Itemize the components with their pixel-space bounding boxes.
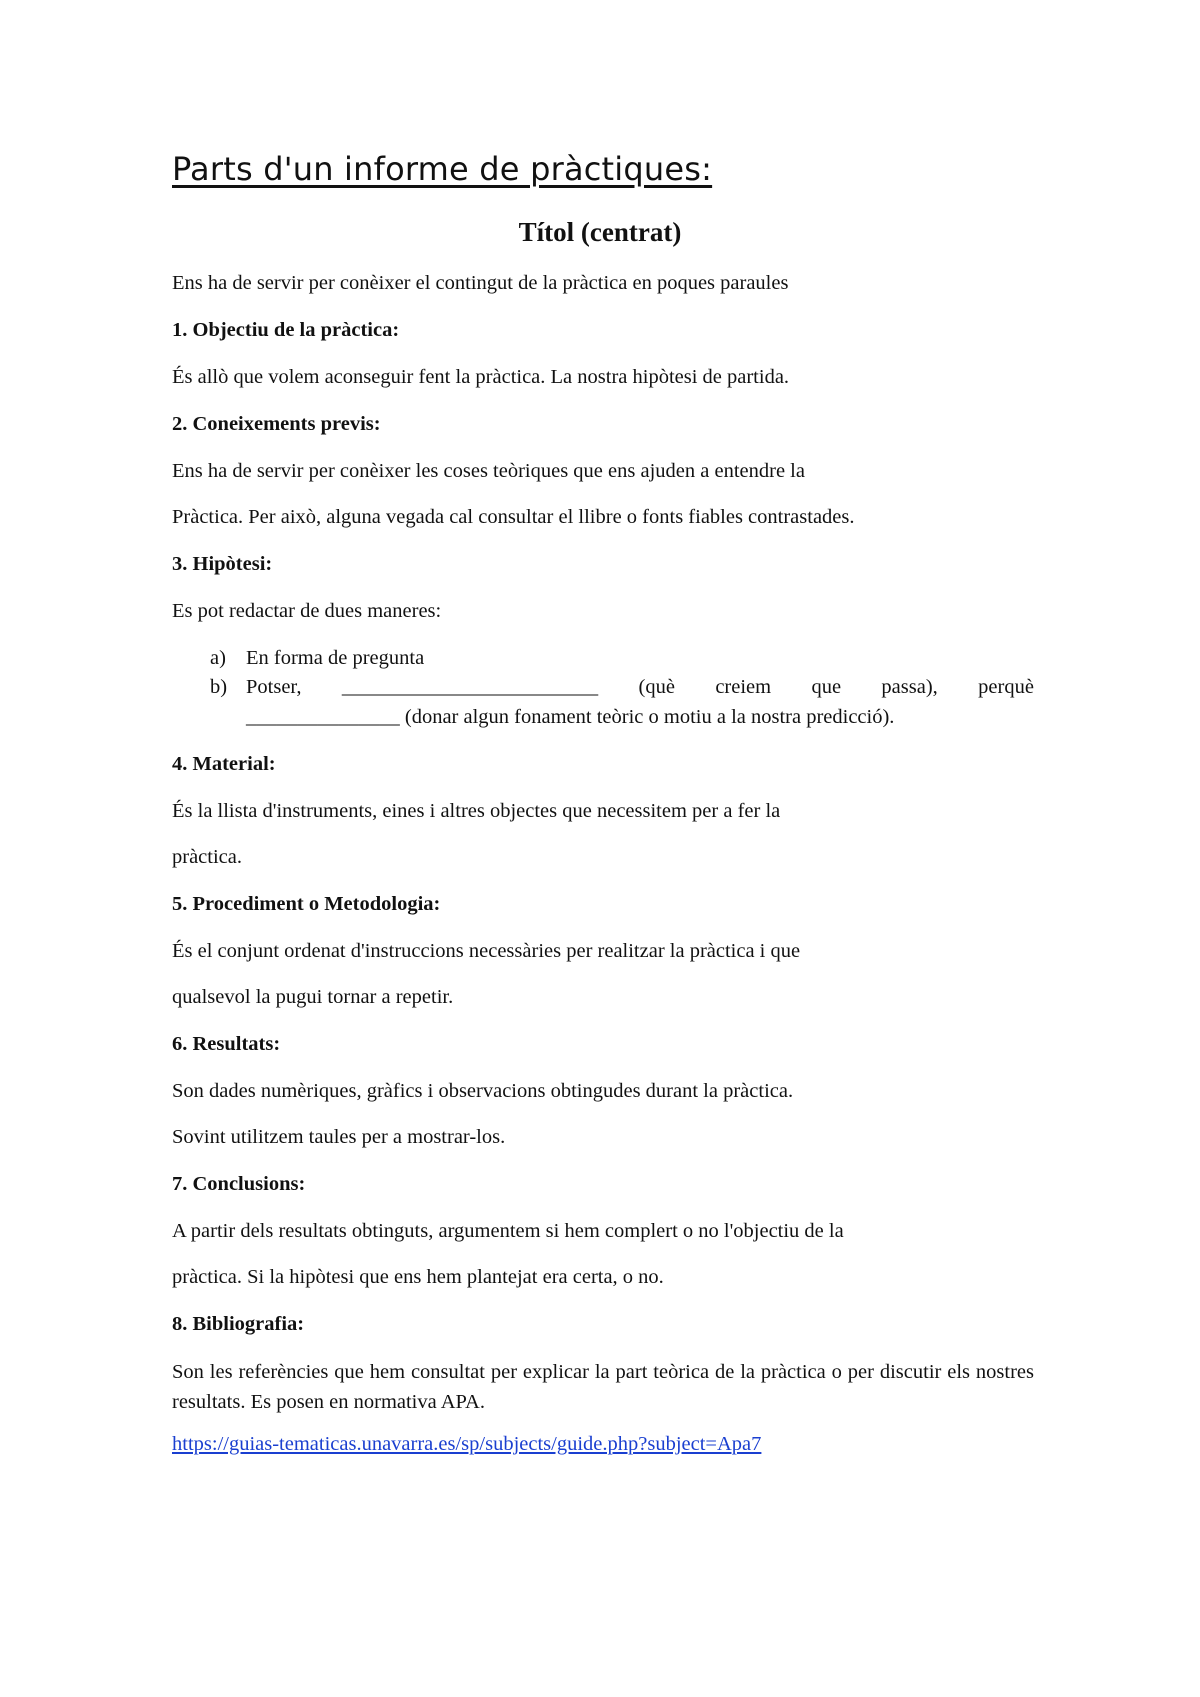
list-item-a: [210, 647, 424, 670]
section-text: Pràctica. Per això, alguna vegada cal consultar el llibre o fonts fiables contrastades.: [172, 506, 855, 528]
section-heading-conclusions: 7. Conclusions:: [172, 1173, 306, 1195]
section-text: Sovint utilitzem taules per a mostrar-los.: [172, 1126, 506, 1148]
word: que: [811, 676, 842, 698]
list-marker: b): [210, 676, 228, 698]
section-text: A partir dels resultats obtinguts, argumentem si hem complert o no l'objectiu de la: [172, 1220, 844, 1242]
word: (què: [638, 676, 675, 698]
list-marker: a): [210, 647, 226, 669]
section-text: pràctica. Si la hipòtesi que ens hem plantejat era certa, o no.: [172, 1266, 664, 1288]
list-item-b-continuation: _______________ (donar algun fonament teòric o motiu a la nostra predicció).: [246, 706, 895, 728]
blank-line: _________________________: [341, 676, 599, 698]
list-item-b-marker: [210, 676, 246, 699]
word: Potser,: [246, 676, 302, 698]
section-heading-resultats: 6. Resultats:: [172, 1033, 281, 1055]
intro-text: Ens ha de servir per conèixer el contingut de la pràctica en poques paraules: [172, 272, 789, 294]
list-item-b: [246, 676, 1034, 699]
word: passa),: [881, 676, 938, 698]
section-text: pràctica.: [172, 846, 242, 868]
section-text: Ens ha de servir per conèixer les coses teòriques que ens ajuden a entendre la: [172, 460, 805, 482]
section-heading-bibliografia: 8. Bibliografia:: [172, 1313, 305, 1335]
section-text: Son dades numèriques, gràfics i observacions obtingudes durant la pràctica.: [172, 1080, 794, 1102]
section-text: És allò que volem aconseguir fent la pràctica. La nostra hipòtesi de partida.: [172, 366, 790, 388]
section-paragraph: Son les referències que hem consultat per explicar la part teòrica de la pràctica o per discutir els nostres resultats. Es posen en normativa APA.: [172, 1361, 1034, 1413]
section-text: Es pot redactar de dues maneres:: [172, 600, 442, 622]
section-heading-objectiu: 1. Objectiu de la pràctica:: [172, 319, 400, 341]
section-heading-procediment: 5. Procediment o Metodologia:: [172, 893, 441, 915]
word: perquè: [978, 676, 1034, 698]
section-heading-coneixements: 2. Coneixements previs:: [172, 413, 381, 435]
word: creiem: [715, 676, 772, 698]
centered-title: Títol (centrat): [518, 217, 682, 247]
section-text: És el conjunt ordenat d'instruccions necessàries per realitzar la pràctica i que: [172, 940, 801, 962]
section-text: És la llista d'instruments, eines i altres objectes que necessitem per a fer la: [172, 800, 781, 822]
section-heading-hipotesi: 3. Hipòtesi:: [172, 553, 273, 575]
apa-guide-link[interactable]: https://guias-tematicas.unavarra.es/sp/subjects/guide.php?subject=Apa7: [172, 1433, 762, 1455]
page-title: Parts d'un informe de pràctiques:: [172, 150, 713, 188]
section-heading-material: 4. Material:: [172, 753, 276, 775]
list-item-text: En forma de pregunta: [246, 647, 425, 669]
section-text: qualsevol la pugui tornar a repetir.: [172, 986, 454, 1008]
